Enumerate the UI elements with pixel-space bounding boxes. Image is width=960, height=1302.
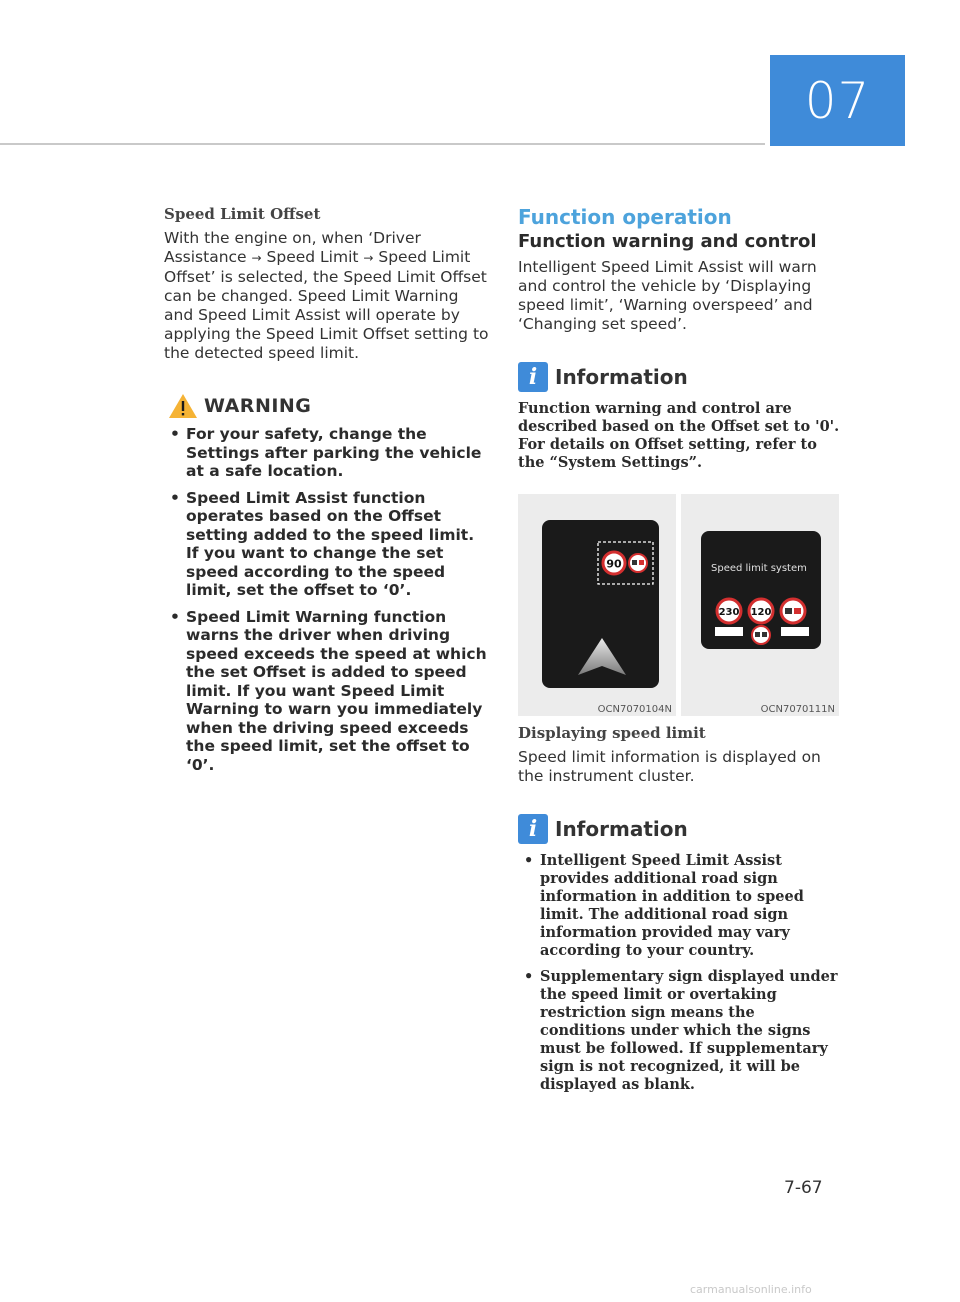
sign-value: 120 [750,607,772,618]
info-text: Function warning and control are described based on the Offset set to '0'. For details on Offset setting, refer to the “System Settings”. [518,400,840,471]
screen-title: Speed limit system [711,563,807,574]
info-header [518,362,843,392]
caption-paragraph: Speed limit information is displayed on the instrument cluster. [518,748,821,785]
info-title: Information [555,817,688,841]
left-column [164,205,489,782]
info-list [518,852,843,1094]
info-item: • Supplementary sign displayed under the speed limit or overtaking restriction sign means the conditions under which the signs must be followed. If supplementary sign is not recognized, it will be displayed as blank. [518,968,843,1094]
warning-icon [168,393,198,419]
warning-item: • For your safety, change the Settings after parking the vehicle at a safe location. [164,425,489,481]
info-header [518,814,843,844]
warning-item: • Speed Limit Warning function warns the driver when driving speed exceeds the speed at which the set Offset is added to speed limit. If you want Speed Limit Warning to warn you immediately when the driving speed exceeds the speed limit, set the offset to ‘0’. [164,608,489,775]
right-column [518,205,843,1102]
figure-settings-display [681,494,839,716]
sign-value: 230 [718,607,740,618]
arrow-icon: → [363,251,374,265]
warning-title: WARNING [204,395,312,417]
footer-watermark: carmanualsonline.info [690,1283,812,1296]
header-divider [0,143,765,145]
warning-list [164,425,489,774]
cluster-graphic [542,520,659,688]
settings-screen [701,531,821,649]
para-part: Speed Limit Offset’ is selected, the Speed Limit Offset can be changed. Speed Limit Warning and Speed Limit Assist will operate by applying the Speed Limit Offset setting to the detected speed limit. [164,248,489,362]
info-title: Information [555,365,688,389]
warning-item: • Speed Limit Assist function operates based on the Offset setting added to the speed limit. If you want to change the set speed according to the speed limit, set the offset to ‘0’. [164,489,489,600]
offset-heading: Speed Limit Offset [164,205,321,223]
warning-header [168,393,489,419]
figure-code: OCN7070104N [597,704,672,715]
figures [518,494,843,716]
settings-graphic [701,531,821,649]
speed-sign-value: 90 [606,557,622,571]
info-item: • Intelligent Speed Limit Assist provides additional road sign information in addition to speed limit. The additional road sign information provided may vary according to your country. [518,852,843,960]
figure-cluster-display [518,494,676,716]
function-paragraph: Intelligent Speed Limit Assist will warn and control the vehicle by ‘Displaying speed limit’, ‘Warning overspeed’ and ‘Changing set speed’. [518,258,817,333]
info-icon: i [518,814,548,844]
figure-code: OCN7070111N [760,704,835,715]
info-icon: i [518,362,548,392]
para-part: Speed Limit [261,248,364,266]
section-title: Function operation [518,205,732,229]
sub-title: Function warning and control [518,231,817,252]
cluster-screen [542,520,659,688]
chapter-tab: 07 [770,55,905,146]
arrow-icon: → [251,251,262,265]
page-number: 7-67 [784,1178,823,1198]
offset-paragraph [164,229,489,363]
figure-caption: Displaying speed limit [518,724,706,742]
para-part: With the engine on, when ‘Driver Assistance [164,229,421,266]
